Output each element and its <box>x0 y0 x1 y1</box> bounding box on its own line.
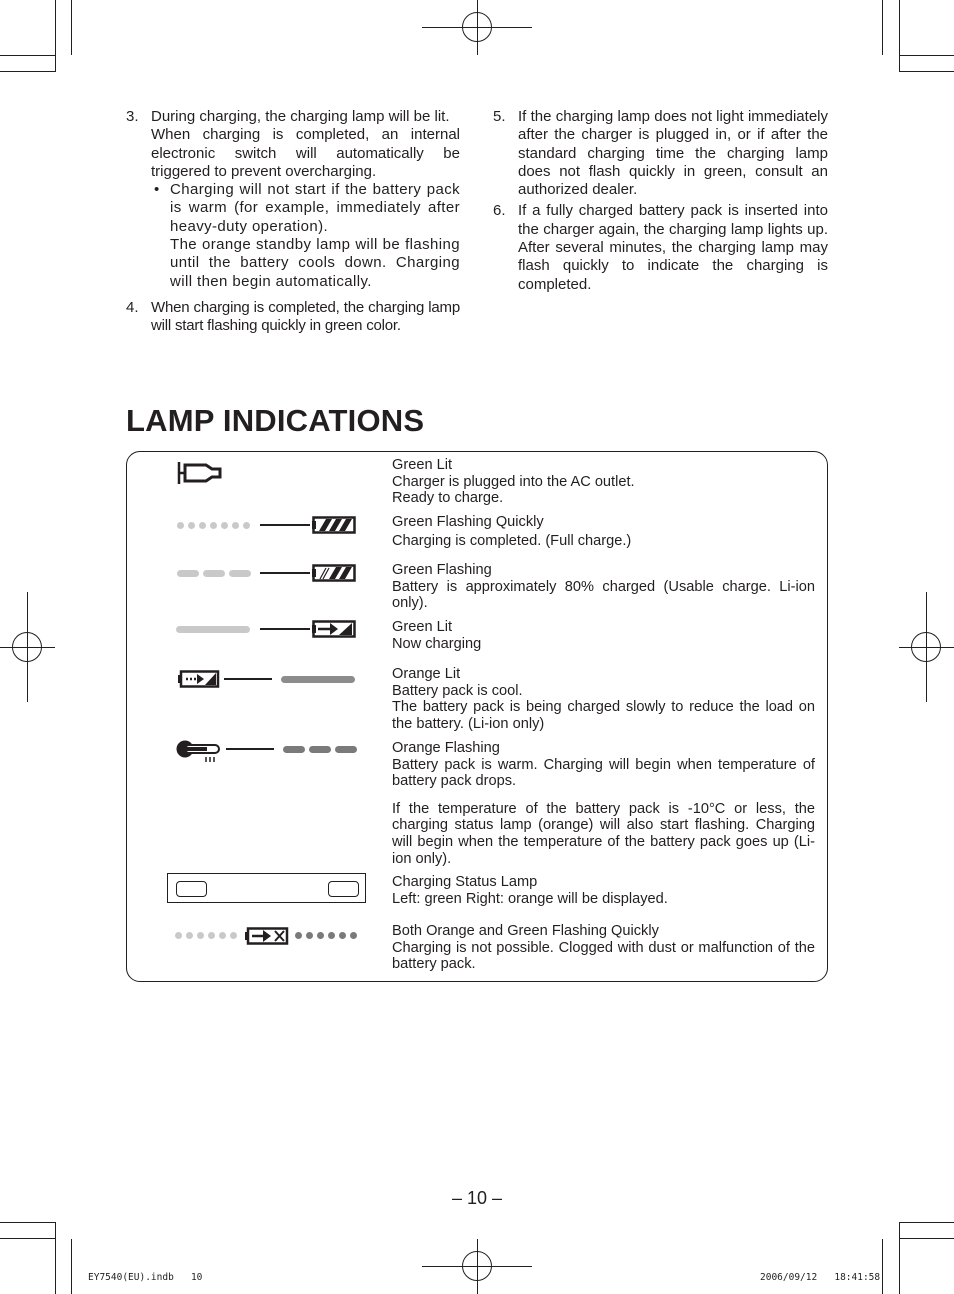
lamp-row-4 <box>392 619 815 652</box>
bullet-mark: • <box>154 181 160 199</box>
footer-filename: EY7540(EU).indb 10 <box>88 1272 203 1283</box>
section-title: LAMP INDICATIONS <box>126 403 425 438</box>
lamp-row-text: Left: green Right: orange will be displayed. <box>392 890 668 907</box>
bullet-text: Charging will not start if the battery pack is warm (for example, immediately after heavy-duty operation). <box>170 181 460 235</box>
lamp-row-7 <box>392 874 815 907</box>
status-lamp-panel <box>167 873 366 903</box>
lamp-row-title: Both Orange and Green Flashing Quickly <box>392 923 659 939</box>
item-number: 3. <box>126 108 139 125</box>
item-text: If the charging lamp does not light immediately after the charger is plugged in, or if after the standard charging time the charging lamp does not flash quickly in green, consult an authorized dealer. <box>518 108 828 199</box>
lamp-row-text: Battery pack is cool. <box>392 682 523 699</box>
lamp-row-title: Charging Status Lamp <box>392 874 538 890</box>
full-battery-icon <box>312 516 356 534</box>
connector-line <box>260 524 310 526</box>
lamp-row-3 <box>392 562 815 612</box>
lamp-row-title: Green Lit <box>392 619 453 635</box>
item-text: During charging, the charging lamp will be lit. <box>151 108 450 125</box>
connector-line <box>226 748 274 750</box>
connector-line <box>260 572 310 574</box>
lamp-row-5 <box>392 666 815 732</box>
list-item-4 <box>126 299 460 336</box>
lamp-row-note: If the temperature of the battery pack is -10°C or less, the charging status lamp (orange) will also start flashing. Charging will begin when the temperature of the battery pack goes up (Li-ion only). <box>392 800 815 867</box>
lamp-row-text: The battery pack is being charged slowly to reduce the load on the battery. (Li-ion only) <box>392 699 815 732</box>
connector-line <box>260 628 310 630</box>
lamp-row-text: Battery is approximately 80% charged (Usable charge. Li-ion only). <box>392 578 815 612</box>
item-text: When charging is completed, an internal electronic switch will automatically be triggered to prevent overcharging. <box>151 126 460 180</box>
lamp-row-6 <box>392 740 815 867</box>
item-number: 5. <box>493 108 506 125</box>
left-column <box>126 108 460 336</box>
lamp-row-1 <box>392 457 815 507</box>
right-column <box>493 108 828 294</box>
plug-icon <box>176 460 224 486</box>
list-item-5 <box>493 108 828 199</box>
item-text: If a fully charged battery pack is inserted into the charger again, the charging lamp lights up. After several minutes, the charging lamp may flash quickly to indicate the charging is completed. <box>518 202 828 293</box>
list-item-6 <box>493 202 828 293</box>
item-number: 4. <box>126 298 139 316</box>
bullet-note <box>154 181 460 291</box>
orange-status-lamp <box>328 881 359 897</box>
lamp-row-title: Green Lit <box>392 457 453 473</box>
partial-battery-icon <box>312 564 356 582</box>
lamp-row-text: Charging is completed. (Full charge.) <box>392 532 632 549</box>
bullet-text: The orange standby lamp will be flashing until the battery cools down. Charging will then begin automatically. <box>170 236 460 290</box>
cool-battery-icon <box>178 670 220 688</box>
lamp-row-text: Battery pack is warm. Charging will begin when temperature of battery pack drops. <box>392 756 815 790</box>
lamp-row-text: Charging is not possible. Clogged with dust or malfunction of the battery pack. <box>392 939 815 973</box>
item-text: When charging is completed, the charging lamp will start flashing quickly in green color. <box>151 298 460 335</box>
list-item-3 <box>126 108 460 291</box>
thermometer-icon <box>176 739 222 763</box>
charging-battery-icon <box>312 620 356 638</box>
battery-error-icon <box>245 927 289 945</box>
item-number: 6. <box>493 202 506 220</box>
lamp-row-title: Orange Flashing <box>392 740 500 756</box>
connector-line <box>224 678 272 680</box>
green-lit-indicator <box>176 626 250 633</box>
page-number: – 10 – <box>451 1188 503 1208</box>
orange-lit-indicator <box>281 676 355 683</box>
lamp-row-title: Green Flashing Quickly <box>392 514 544 530</box>
lamp-row-text: Now charging <box>392 635 482 652</box>
green-status-lamp <box>176 881 207 897</box>
lamp-row-title: Orange Lit <box>392 666 461 682</box>
lamp-row-8 <box>392 923 815 973</box>
lamp-row-title: Green Flashing <box>392 562 492 578</box>
lamp-row-text: Charger is plugged into the AC outlet. <box>392 473 635 490</box>
lamp-row-text: Ready to charge. <box>392 490 504 507</box>
lamp-row-2 <box>392 514 815 549</box>
footer-timestamp: 2006/09/12 18:41:58 <box>760 1272 881 1283</box>
